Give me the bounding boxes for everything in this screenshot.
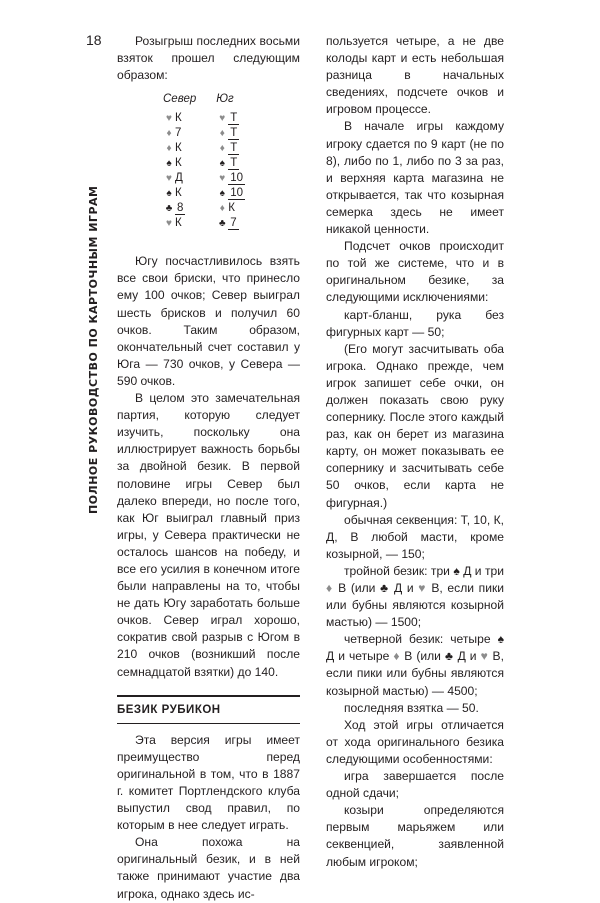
- paragraph: Подсчет очков происходит по той же системе, что и в оригинальном безике, за следующими исключениями:: [326, 239, 504, 305]
- running-title: ПОЛНОЕ РУКОВОДСТВО ПО КАРТОЧНЫМ ИГРАМ: [87, 185, 100, 515]
- deal-row: [163, 171, 265, 186]
- diamond-icon: ♦: [393, 649, 401, 664]
- diamond-icon: ♦: [166, 128, 172, 140]
- heart-icon: ♥: [219, 173, 226, 185]
- list-item: тройной безик: три ♠ Д и три ♦ В (или ♣ Д и ♥ В, если пики или бубны являются козырной мастью) — 1500;: [326, 563, 505, 630]
- south-card: [216, 186, 265, 201]
- north-card: [163, 216, 216, 231]
- card-rank: 7: [175, 127, 182, 140]
- deal-table: [163, 92, 263, 231]
- diamond-icon: ♦: [326, 581, 334, 595]
- card-rank: К: [175, 142, 182, 155]
- card-rank: К: [175, 187, 182, 200]
- club-icon: ♣: [218, 218, 226, 230]
- page-number: 18: [86, 32, 102, 48]
- deal-row: [163, 141, 265, 156]
- spade-icon: ♠: [497, 632, 504, 647]
- paragraph: Ход этой игры отличается от хода оригинального безика следующими особенностями:: [326, 717, 504, 766]
- diamond-icon: ♦: [166, 143, 172, 155]
- paragraph: В целом это замечательная партия, которую следует изучить, поскольку она иллюстрирует важность борьбы за двойной безик. В первой половине игры Север был далеко впереди, но после того, как Юг выиграл главный приз игры, у Севера практически не осталось шансов на победу, и все его усилия в конечном итоге были направлены на то, чтобы не дать Югу заработать больше очков. Север играл хорошо, сократив свой разрыв с Югом в 210 очков (возникший после семнадцатой взятки) до 140.: [117, 391, 300, 679]
- card-rank: 7: [230, 217, 237, 230]
- card-rank: К: [175, 112, 182, 125]
- north-card: [163, 171, 216, 186]
- diamond-icon: ♦: [219, 128, 225, 140]
- south-card: [216, 156, 265, 171]
- south-card: [216, 216, 265, 231]
- north-card: [163, 141, 216, 156]
- card-rank: Д: [175, 172, 183, 185]
- list-item: последняя взятка — 50.: [344, 700, 479, 715]
- diamond-icon: ♦: [219, 143, 225, 155]
- north-card: [163, 186, 216, 201]
- list-item: обычная секвенция: Т, 10, К, Д, В любой масти, кроме козырной, — 150;: [326, 512, 505, 561]
- south-header: Юг: [216, 93, 234, 106]
- diamond-icon: ♦: [219, 203, 225, 215]
- spade-icon: ♠: [166, 158, 172, 170]
- paragraph: Югу посчастливилось взять все свои бриски, что принесло ему 100 очков; Север выиграл шесть брисков и получил 60 очков. Таким образом, окончательный счет составил у Юга — 730 очков, у Севера — 590 очков.: [117, 254, 300, 388]
- card-rank: 10: [230, 187, 244, 200]
- paragraph: пользуется четыре, а не две колоды карт и есть небольшая разница в начальных сведениях, подсчете очков и игровом процессе.: [326, 34, 504, 117]
- deal-row: [163, 186, 265, 201]
- deal-row: [163, 111, 265, 126]
- heart-icon: ♥: [166, 218, 172, 230]
- list-item: карт-бланш, рука без фигурных карт — 50;: [326, 307, 504, 339]
- right-column: [326, 33, 504, 871]
- paragraph: Эта версия игры имеет преимущество перед оригинальной в том, что в 1887 г. комитет Портлендского клуба выпустил свод правил, по которым в нее следует играть.: [117, 732, 300, 833]
- south-card: [216, 126, 265, 141]
- card-rank: 8: [177, 202, 184, 215]
- deal-row: [163, 216, 265, 231]
- paragraph: (Его могут засчитывать оба игрока. Однако прежде, чем игрок запишет себе очки, он должен показать свою руку сопернику. После этого каждый раз, как он берет из магазина карту, он может показывать ее сопернику и засчитывать себе 50 очков, если карта не фигурная.): [326, 341, 504, 510]
- card-rank: К: [228, 202, 235, 215]
- heart-icon: ♥: [480, 649, 489, 664]
- intro-paragraph: Розыгрыш последних восьми взяток прошел следующим образом:: [117, 34, 300, 83]
- spade-icon: ♠: [453, 563, 460, 578]
- list-item: игра завершается после одной сдачи;: [326, 769, 504, 801]
- north-header: Север: [163, 93, 197, 106]
- north-card: [163, 201, 216, 216]
- card-rank: 10: [230, 172, 244, 185]
- north-card: [163, 156, 216, 171]
- south-card: [216, 111, 265, 126]
- deal-row: [163, 156, 265, 171]
- south-card: [216, 171, 265, 186]
- card-rank: Т: [230, 127, 238, 140]
- spade-icon: ♠: [219, 158, 225, 170]
- club-icon: ♣: [380, 581, 390, 595]
- south-card: [216, 141, 265, 156]
- card-rank: К: [175, 217, 182, 230]
- card-rank: Т: [230, 112, 238, 125]
- paragraph: В начале игры каждому игроку сдается по 9 карт (не по 8), либо по 1, либо по 3 за раз, и верхняя карта магазина не открывается, так что козырная семерка здесь не имеет никакой ценности.: [326, 119, 504, 237]
- heart-icon: ♥: [166, 113, 172, 125]
- club-icon: ♣: [444, 649, 454, 664]
- card-rank: К: [175, 157, 182, 170]
- left-column: [117, 33, 300, 903]
- club-icon: ♣: [165, 203, 173, 215]
- heart-icon: ♥: [166, 173, 172, 185]
- south-card: [216, 201, 265, 216]
- card-rank: Т: [230, 142, 238, 155]
- spade-icon: ♠: [219, 188, 225, 200]
- list-item: четверной безик: четыре ♠ Д и четыре ♦ В (или ♣ Д и ♥ В, если пики или бубны являются козырной мастью) — 4500;: [326, 632, 504, 698]
- deal-row: [163, 201, 265, 216]
- heart-icon: ♥: [418, 581, 427, 595]
- spade-icon: ♠: [166, 188, 172, 200]
- north-card: [163, 111, 216, 126]
- north-card: [163, 126, 216, 141]
- section-heading: БЕЗИК РУБИКОН: [117, 695, 300, 724]
- list-item: козыри определяются первым марьяжем или секвенцией, заявленной любым игроком;: [326, 803, 504, 869]
- card-rank: Т: [230, 157, 238, 170]
- paragraph: Она похожа на оригинальный безик, и в ней также принимают участие два игрока, однако здесь ис-: [117, 835, 300, 901]
- deal-row: [163, 126, 265, 141]
- heart-icon: ♥: [219, 113, 226, 125]
